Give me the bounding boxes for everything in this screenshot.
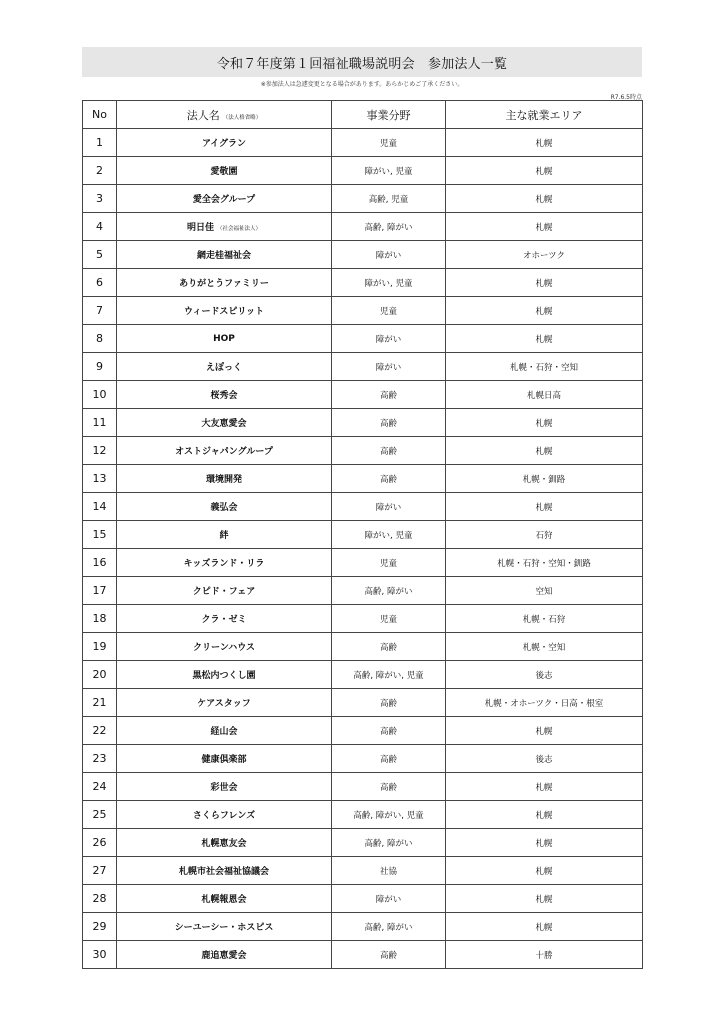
row-name (117, 801, 332, 829)
row-name (117, 605, 332, 633)
table-row (83, 829, 643, 857)
row-name-text: 経山会 (210, 727, 238, 737)
row-name-text: クピド・フェア (192, 587, 256, 597)
row-area: 札幌・オホーツク・日高・根室 (446, 689, 643, 717)
row-name (117, 213, 332, 241)
row-name (117, 465, 332, 493)
row-area: 札幌 (446, 409, 643, 437)
row-area: 十勝 (446, 941, 643, 969)
row-area: 札幌 (446, 325, 643, 353)
row-no: 16 (83, 549, 117, 577)
row-field: 高齢 (332, 941, 446, 969)
row-field: 児童 (332, 605, 446, 633)
table-row (83, 269, 643, 297)
as-of-date: R7.6.5時点 (610, 94, 642, 101)
row-field: 高齢 (332, 773, 446, 801)
row-no: 27 (83, 857, 117, 885)
row-name-text: キッズランド・リラ (183, 559, 265, 569)
row-name (117, 437, 332, 465)
table-row (83, 297, 643, 325)
header-field: 事業分野 (332, 101, 446, 129)
row-area: 札幌 (446, 829, 643, 857)
row-no: 11 (83, 409, 117, 437)
row-name-text: クリーンハウス (193, 643, 255, 653)
row-field: 高齢 (332, 745, 446, 773)
row-area: 札幌 (446, 437, 643, 465)
row-field: 高齢, 児童 (332, 185, 446, 213)
row-no: 20 (83, 661, 117, 689)
table-row (83, 605, 643, 633)
row-name-text: シーユーシー・ホスピス (174, 923, 274, 933)
row-name-text: 札幌報恩会 (201, 895, 247, 905)
table-row (83, 381, 643, 409)
row-area: 後志 (446, 661, 643, 689)
row-no: 21 (83, 689, 117, 717)
table-row (83, 493, 643, 521)
row-name (117, 885, 332, 913)
row-no: 23 (83, 745, 117, 773)
row-no: 26 (83, 829, 117, 857)
row-no: 24 (83, 773, 117, 801)
row-name-text: えぽっく (205, 363, 242, 373)
row-name-text: ウィードスピリット (183, 307, 264, 317)
row-field: 障がい (332, 325, 446, 353)
row-name (117, 941, 332, 969)
row-name-text: 大友恵愛会 (201, 419, 247, 429)
row-name-text: 札幌恵友会 (201, 839, 247, 849)
row-name-text: 黒松内つくし園 (192, 671, 256, 681)
row-name (117, 549, 332, 577)
table-row (83, 773, 643, 801)
table-row (83, 717, 643, 745)
table-row (83, 129, 643, 157)
row-name-text: 桜秀会 (210, 391, 238, 401)
header-name-label: 法人名 (186, 108, 220, 122)
row-area: 後志 (446, 745, 643, 773)
row-name (117, 689, 332, 717)
row-no: 6 (83, 269, 117, 297)
row-no: 10 (83, 381, 117, 409)
table-row (83, 941, 643, 969)
row-no: 29 (83, 913, 117, 941)
row-field: 児童 (332, 549, 446, 577)
row-no: 12 (83, 437, 117, 465)
row-field: 高齢 (332, 633, 446, 661)
row-area: 札幌 (446, 717, 643, 745)
row-name-text: 環境開発 (205, 475, 242, 485)
row-name (117, 297, 332, 325)
table-row (83, 801, 643, 829)
header-name-sub: （法人格省略） (222, 114, 262, 121)
row-name (117, 493, 332, 521)
row-area: 札幌 (446, 773, 643, 801)
table-row (83, 241, 643, 269)
row-field: 障がい (332, 353, 446, 381)
row-area: 札幌・石狩・空知 (446, 353, 643, 381)
document-title-text: 令和７年度第１回福祉職場説明会 参加法人一覧 (216, 56, 508, 72)
table-row (83, 549, 643, 577)
table-row (83, 409, 643, 437)
row-name (117, 913, 332, 941)
row-name-text: さくらフレンズ (192, 811, 256, 821)
row-name-text: 明日佳 (186, 223, 214, 233)
row-area: 札幌・空知 (446, 633, 643, 661)
table-row (83, 157, 643, 185)
row-area: 札幌 (446, 493, 643, 521)
row-name-text: 義弘会 (210, 503, 238, 513)
row-area: 札幌 (446, 157, 643, 185)
table-row (83, 185, 643, 213)
row-field: 高齢 (332, 381, 446, 409)
row-name-text: HOP (213, 333, 235, 344)
row-no: 9 (83, 353, 117, 381)
row-no: 2 (83, 157, 117, 185)
row-field: 社協 (332, 857, 446, 885)
row-field: 障がい (332, 241, 446, 269)
row-no: 19 (83, 633, 117, 661)
row-field: 障がい, 児童 (332, 157, 446, 185)
row-field: 児童 (332, 129, 446, 157)
row-area: 札幌 (446, 185, 643, 213)
row-field: 高齢 (332, 689, 446, 717)
row-field: 高齢, 障がい (332, 577, 446, 605)
row-name-text: 彩世会 (210, 783, 238, 793)
table-row (83, 661, 643, 689)
row-name-text: 愛全会グループ (192, 195, 256, 205)
row-area: 札幌 (446, 269, 643, 297)
row-name (117, 745, 332, 773)
row-name (117, 353, 332, 381)
row-no: 3 (83, 185, 117, 213)
table-row (83, 913, 643, 941)
row-area: 札幌 (446, 913, 643, 941)
row-no: 22 (83, 717, 117, 745)
row-name (117, 633, 332, 661)
table-row (83, 465, 643, 493)
document-title (82, 47, 642, 77)
row-field: 障がい, 児童 (332, 521, 446, 549)
row-field: 児童 (332, 297, 446, 325)
row-field: 高齢, 障がい (332, 829, 446, 857)
row-name (117, 157, 332, 185)
header-area: 主な就業エリア (446, 101, 643, 129)
row-name-text: 愛敬園 (210, 167, 238, 177)
table-row (83, 213, 643, 241)
table-row (83, 689, 643, 717)
row-name-text: オストジャパングループ (175, 447, 273, 457)
row-area: オホーツク (446, 241, 643, 269)
disclaimer-note: ※参加法人は急遽変更となる場合があります。あらかじめご了承ください。 (260, 81, 464, 88)
row-field: 高齢, 障がい (332, 213, 446, 241)
row-area: 空知 (446, 577, 643, 605)
header-name (117, 101, 332, 129)
row-field: 障がい (332, 885, 446, 913)
row-name (117, 773, 332, 801)
row-name (117, 185, 332, 213)
row-name (117, 829, 332, 857)
row-name-sub: （社会福祉法人） (217, 226, 262, 232)
row-name (117, 577, 332, 605)
row-name (117, 409, 332, 437)
table-body (83, 129, 643, 969)
row-field: 障がい (332, 493, 446, 521)
row-name-text: 網走桂福祉会 (196, 251, 251, 261)
row-no: 1 (83, 129, 117, 157)
row-area: 札幌 (446, 885, 643, 913)
row-name (117, 129, 332, 157)
table-row (83, 577, 643, 605)
row-name (117, 381, 332, 409)
table-row (83, 633, 643, 661)
row-name (117, 521, 332, 549)
row-area: 札幌 (446, 801, 643, 829)
row-name-text: 健康倶楽部 (201, 755, 247, 765)
row-field: 高齢, 障がい (332, 913, 446, 941)
row-no: 25 (83, 801, 117, 829)
table-row (83, 745, 643, 773)
row-field: 高齢, 障がい, 児童 (332, 801, 446, 829)
row-area: 札幌 (446, 129, 643, 157)
row-name-text: 絆 (219, 531, 229, 541)
row-name-text: 札幌市社会福祉協議会 (178, 867, 269, 877)
table-row (83, 857, 643, 885)
row-name-text: アイグラン (201, 139, 246, 149)
row-field: 高齢 (332, 437, 446, 465)
row-field: 高齢 (332, 409, 446, 437)
row-name-text: 鹿追恵愛会 (201, 951, 247, 961)
row-no: 30 (83, 941, 117, 969)
row-no: 13 (83, 465, 117, 493)
row-name (117, 661, 332, 689)
row-no: 5 (83, 241, 117, 269)
row-name (117, 269, 332, 297)
row-name-text: ケアスタッフ (197, 699, 251, 709)
table-row (83, 521, 643, 549)
row-area: 札幌・石狩・空知・釧路 (446, 549, 643, 577)
table-row (83, 325, 643, 353)
row-area: 札幌 (446, 297, 643, 325)
row-no: 4 (83, 213, 117, 241)
row-field: 高齢 (332, 717, 446, 745)
row-no: 18 (83, 605, 117, 633)
row-name (117, 857, 332, 885)
table-row (83, 437, 643, 465)
table-row (83, 353, 643, 381)
table-header-row (83, 101, 643, 129)
row-no: 17 (83, 577, 117, 605)
row-no: 7 (83, 297, 117, 325)
row-name-text: クラ・ゼミ (201, 615, 247, 625)
row-area: 札幌日高 (446, 381, 643, 409)
row-name (117, 325, 332, 353)
table-row (83, 885, 643, 913)
row-no: 8 (83, 325, 117, 353)
row-area: 札幌 (446, 857, 643, 885)
row-name (117, 241, 332, 269)
row-name (117, 717, 332, 745)
row-area: 札幌・釧路 (446, 465, 643, 493)
participants-table (82, 100, 643, 969)
header-no: No (83, 101, 117, 129)
row-field: 高齢, 障がい, 児童 (332, 661, 446, 689)
row-no: 15 (83, 521, 117, 549)
row-no: 14 (83, 493, 117, 521)
row-area: 札幌 (446, 213, 643, 241)
row-area: 札幌・石狩 (446, 605, 643, 633)
row-area: 石狩 (446, 521, 643, 549)
row-field: 高齢 (332, 465, 446, 493)
row-field: 障がい, 児童 (332, 269, 446, 297)
row-no: 28 (83, 885, 117, 913)
row-name-text: ありがとうファミリー (179, 279, 269, 289)
